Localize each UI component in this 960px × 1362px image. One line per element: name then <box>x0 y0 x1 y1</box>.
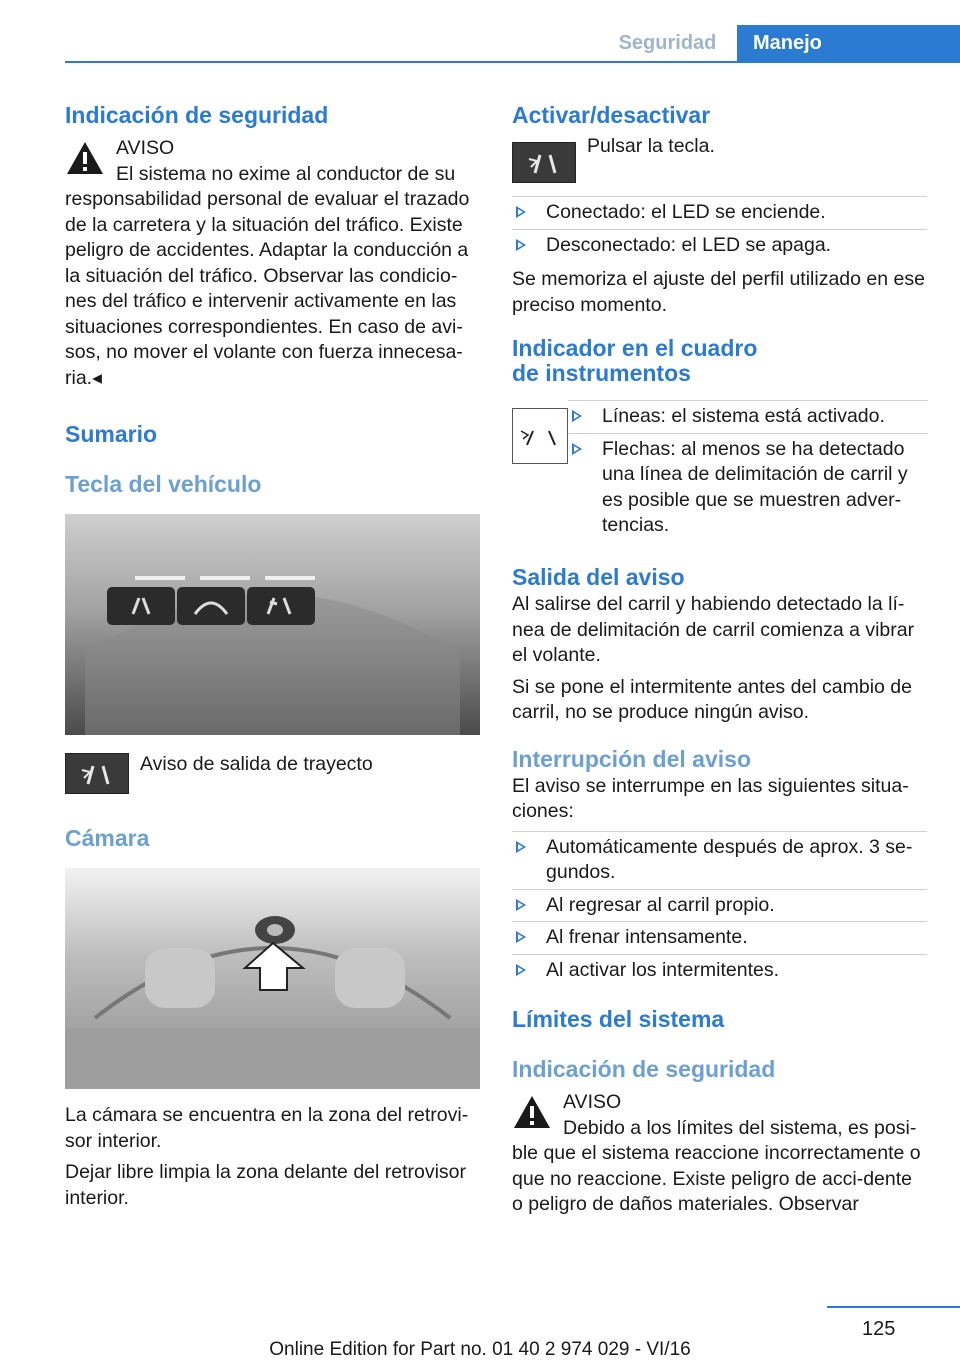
lane-departure-key-icon <box>512 142 576 183</box>
warning-label-2: AVISO <box>563 1091 622 1113</box>
warning-text-first: El sistema no exime al conductor de su <box>116 162 456 185</box>
heading-indicador <box>512 336 927 386</box>
footer-edition: Online Edition for Part no. 01 40 2 974 029 - VI/16 <box>269 1339 691 1360</box>
list-item: Al activar los intermitentes. <box>512 954 927 987</box>
heading-sumario: Sumario <box>65 421 158 447</box>
warning-block-2 <box>512 1090 927 1218</box>
warning-text-2: ble que el sistema reaccione incorrectamente o que no reaccione. Existe peligro de acci-dente o peligro de daños materiales. Observar <box>512 1142 921 1215</box>
photo-camera <box>65 868 480 1089</box>
warning-text: responsabilidad personal de evaluar el trazado de la carretera y la situación del tráfico. Existe peligro de accidentes. Adaptar la conducción a la situación del tráfico. Observar las condicio-nes del tráfico e intervenir activamente en las situaciones correspondientes. En caso de avi-sos, no mover el volante con fuerza innecesa-ria.◂ <box>65 188 470 389</box>
key-caption: Aviso de salida de trayecto <box>140 753 373 775</box>
bullet-triangle-icon <box>516 841 526 853</box>
left-column <box>65 100 480 1211</box>
list-item: Automáticamente después de aprox. 3 se-gundos. <box>512 831 927 889</box>
heading-indicador-line1: Indicador en el cuadro <box>512 335 758 361</box>
bullet-triangle-icon <box>516 206 526 218</box>
warning-icon <box>512 1094 552 1130</box>
list-item: Al frenar intensamente. <box>512 921 927 954</box>
header-rule <box>65 61 960 63</box>
heading-camara: Cámara <box>65 825 150 851</box>
list-item: Al regresar al carril propio. <box>512 889 927 922</box>
warning-label: AVISO <box>116 137 175 159</box>
press-key-row <box>512 135 927 186</box>
interrupcion-paragraph: El aviso se interrumpe en las siguientes situa-ciones: <box>512 774 909 822</box>
camera-paragraph-2: Dejar libre limpia la zona delante del retrovisor interior. <box>65 1161 467 1209</box>
heading-activar: Activar/desactivar <box>512 102 711 128</box>
bullet-triangle-icon <box>516 239 526 251</box>
warning-block <box>65 136 480 391</box>
heading-limites: Límites del sistema <box>512 1006 725 1032</box>
heading-tecla: Tecla del vehículo <box>65 471 262 497</box>
memo-paragraph: Se memoriza el ajuste del perfil utilizado en ese preciso momento. <box>512 268 925 316</box>
lane-indicator-icon <box>512 408 568 464</box>
tab-seguridad: Seguridad <box>618 31 717 54</box>
warning-text-first-2: Debido a los límites del sistema, es posi- <box>563 1116 917 1139</box>
photo-vehicle-buttons <box>65 514 480 735</box>
heading-indicador-line2: de instrumentos <box>512 360 691 386</box>
bullet-triangle-icon <box>516 931 526 943</box>
bullet-triangle-icon <box>516 899 526 911</box>
list-item: Conectado: el LED se enciende. <box>512 196 927 229</box>
interrupcion-list <box>512 831 927 987</box>
lane-departure-key-icon <box>65 753 129 794</box>
indicator-block <box>512 400 927 550</box>
warning-icon <box>65 140 105 176</box>
heading-safety-notice: Indicación de seguridad <box>65 102 329 128</box>
list-item: Flechas: al menos se ha detectado una línea de delimitación de carril y es posible que se muestren adver-tencias. <box>568 433 928 542</box>
bullet-triangle-icon <box>572 443 582 455</box>
camera-paragraph-1: La cámara se encuentra en la zona del retrovi-sor interior. <box>65 1104 469 1152</box>
indicador-list <box>568 400 928 542</box>
bullet-triangle-icon <box>572 410 582 422</box>
list-item: Desconectado: el LED se apaga. <box>512 229 927 262</box>
salida-paragraph-1: Al salirse del carril y habiendo detectado la lí-nea de delimitación de carril comienza a vibrar el volante. <box>512 593 915 666</box>
heading-safety-notice-2: Indicación de seguridad <box>512 1056 776 1082</box>
press-key-text: Pulsar la tecla. <box>587 135 715 157</box>
tab-manejo: Manejo <box>737 25 960 61</box>
footer-rule <box>827 1306 960 1308</box>
salida-paragraph-2: Si se pone el intermitente antes del cambio de carril, no se produce ningún aviso. <box>512 675 912 723</box>
list-item: Líneas: el sistema está activado. <box>568 400 928 433</box>
bullet-triangle-icon <box>516 964 526 976</box>
right-column <box>512 100 927 1218</box>
key-caption-row <box>65 753 480 795</box>
heading-interrupcion: Interrupción del aviso <box>512 745 751 772</box>
heading-salida: Salida del aviso <box>512 564 685 590</box>
page-number: 125 <box>862 1318 896 1340</box>
activar-list <box>512 196 927 261</box>
